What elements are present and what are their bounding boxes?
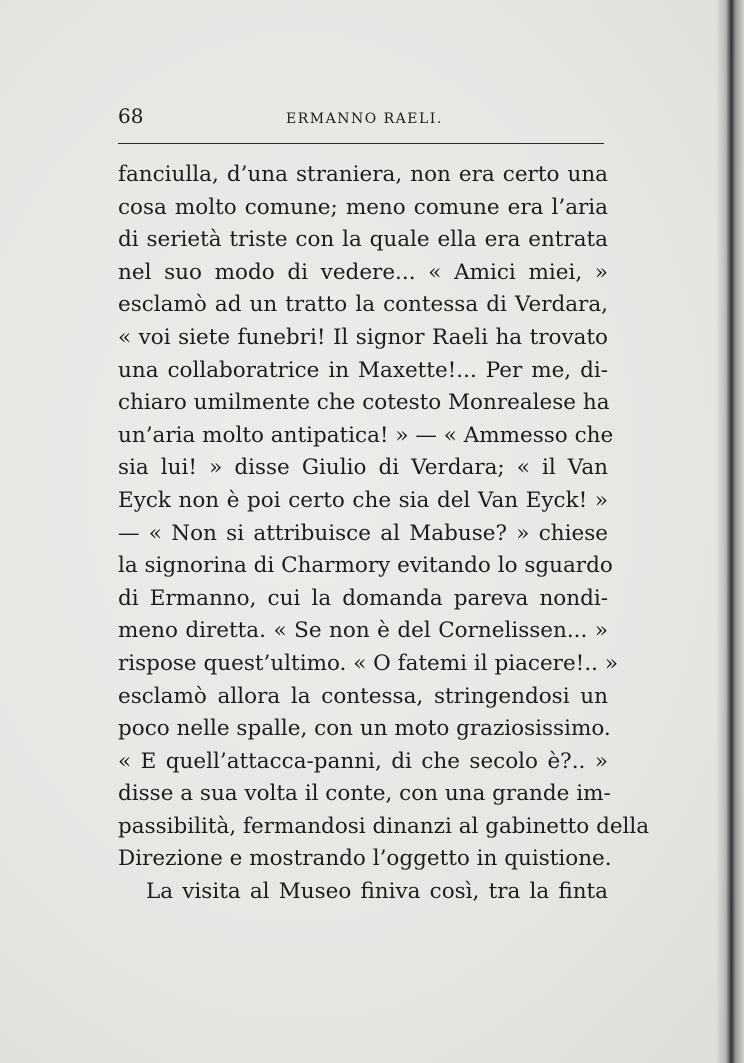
text-line: di serietà triste con la quale ella era entrata: [118, 227, 608, 253]
text-line: fanciulla, d’una straniera, non era certo una: [118, 162, 608, 187]
text-line: « voi siete funebri! Il signor Raeli ha trovato: [118, 324, 608, 350]
text-line: « E quell’attacca-panni, di che secolo è?.. »: [118, 748, 608, 774]
text-line: una collaboratrice in Maxette!... Per me, di-: [118, 357, 608, 383]
text-line: Direzione e mostrando l’oggetto in quistione.: [118, 846, 612, 872]
text-line: un’aria molto antipatica! » — « Ammesso che: [118, 422, 614, 448]
text-line: rispose quest’ultimo. « O fatemi il piacere!.. »: [118, 650, 618, 676]
text-line: sia lui! » disse Giulio di Verdara; « il Van: [118, 455, 608, 481]
text-line: esclamò allora la contessa, stringendosi un: [118, 683, 608, 709]
text-line: nel suo modo di vedere... « Amici miei, »: [118, 259, 608, 285]
text-line: di Ermanno, cui la domanda pareva nondi-: [118, 585, 608, 611]
text-line: meno diretta. « Se non è del Cornelissen... »: [118, 618, 608, 644]
text-line: chiaro umilmente che cotesto Monrealese ha: [118, 390, 610, 416]
text-line: Eyck non è poi certo che sia del Van Eyck! »: [118, 487, 608, 513]
page-number: 68: [118, 104, 144, 128]
running-head: ERMANNO RAELI.: [286, 111, 443, 127]
body-text: [118, 159, 650, 909]
text-line: — « Non si attribuisce al Mabuse? » chiese: [118, 520, 608, 546]
text-line-paragraph-start: La visita al Museo finiva così, tra la finta: [146, 879, 608, 905]
text-line: cosa molto comune; meno comune era l’aria: [118, 194, 608, 220]
text-line: la signorina di Charmory evitando lo sguardo: [118, 553, 613, 579]
text-line: disse a sua volta il conte, con una grande im-: [118, 781, 611, 807]
text-line: esclamò ad un tratto la contessa di Verdara,: [118, 292, 608, 318]
page-header: [118, 104, 604, 134]
header-rule: [118, 143, 604, 144]
text-line: passibilità, fermandosi dinanzi al gabinetto della: [118, 813, 650, 839]
text-line: poco nelle spalle, con un moto graziosissimo.: [118, 716, 611, 742]
page-binding-edge: [716, 0, 744, 1063]
